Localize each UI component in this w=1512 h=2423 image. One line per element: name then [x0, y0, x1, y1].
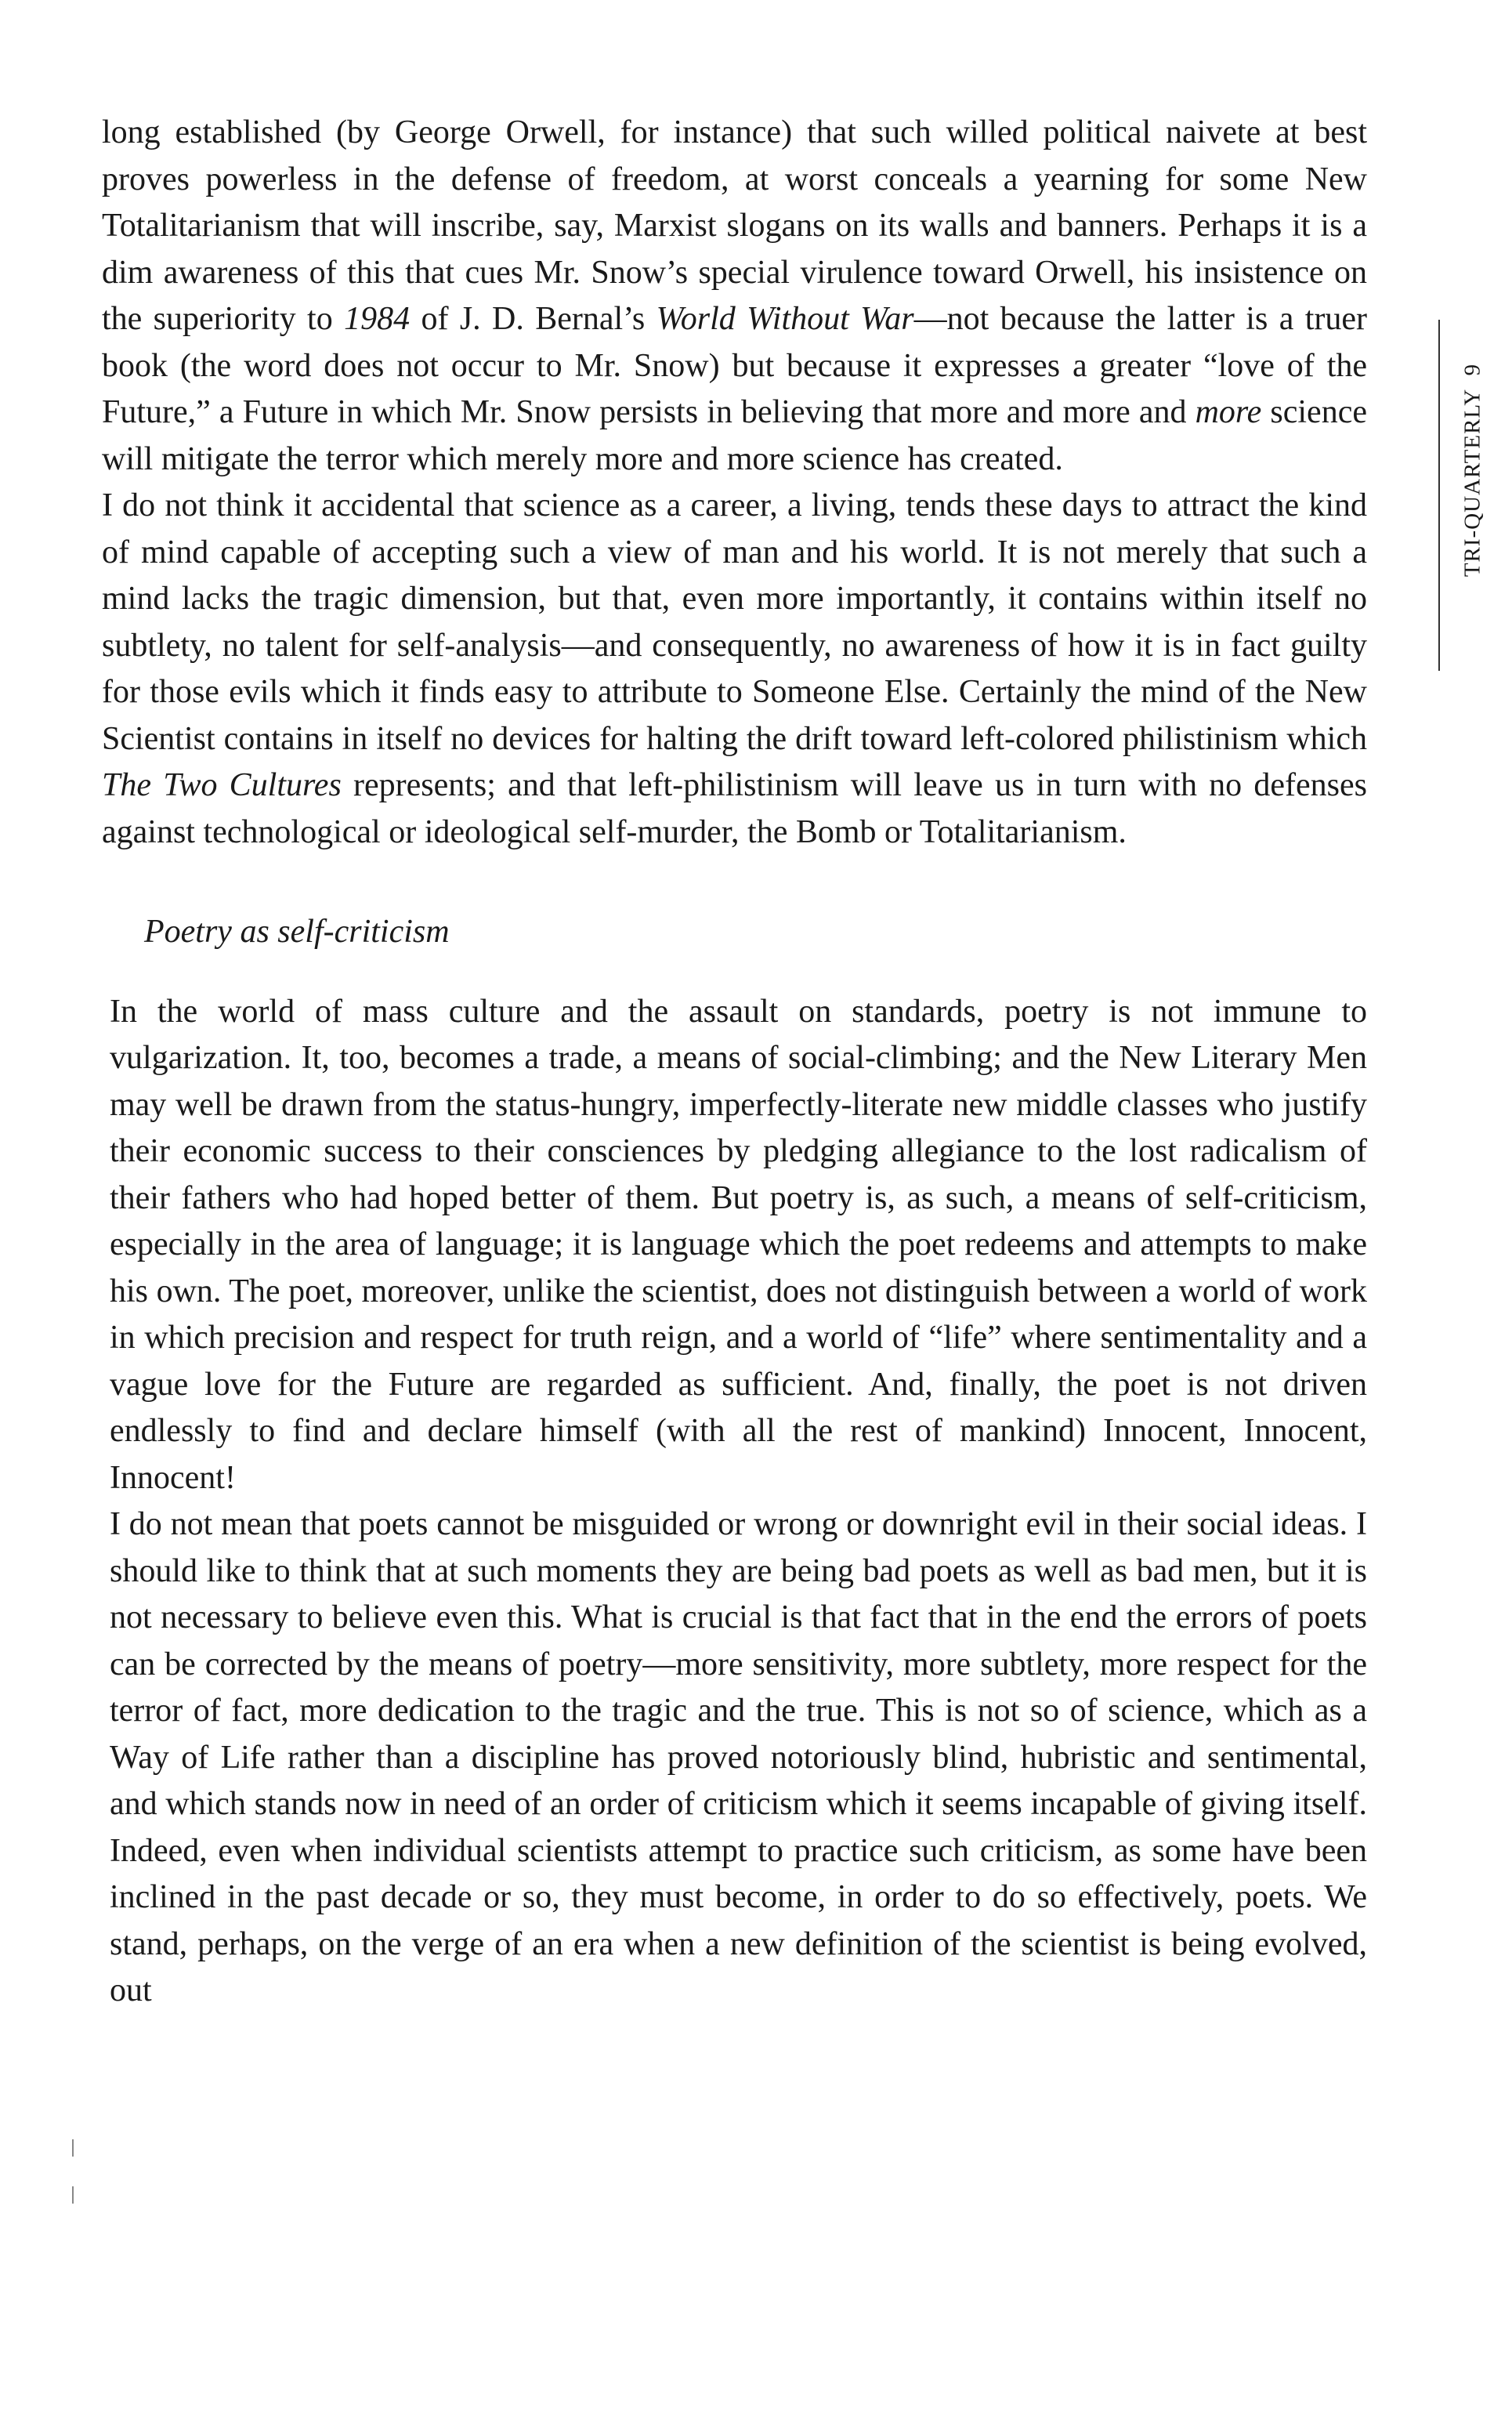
italic-title: World Without War	[656, 301, 914, 337]
text-run: —not because the latter is a truer book (the word does not occur to Mr. Snow) but because it expresses a greater “love of the Future,” a Future in which Mr. Snow persists in believing that more and more and	[102, 301, 1367, 430]
text-run: long established (by George Orwell, for instance) that such willed political naivete at best proves powerless in the defense of freedom, at worst conceals a yearning for some New Totalitarianism that will inscribe, say, Marxist slogans on its walls and banners. Perhaps it is a dim awareness of this that cues Mr. Snow’s special virulence toward Orwell, his insistence on the superiority to	[102, 114, 1367, 337]
vertical-rule	[1438, 320, 1440, 671]
section-heading: Poetry as self-criticism	[144, 914, 450, 950]
italic-title: The Two Cultures	[102, 767, 342, 803]
text-run: I do not think it accidental that science as a career, a living, tends these days to attract the kind of mind capable of accepting such a view of man and his world. It is not merely that such a mind lacks the tragic dimension, but that, even more importantly, it contains within itself no subtlety, no talent for self-analysis—and consequently, no awareness of how it is in fact guilty for those evils which it finds easy to attribute to Someone Else. Certainly the mind of the New Scientist contains in itself no devices for halting the drift toward left-colored philistinism which	[102, 487, 1367, 757]
journal-name: TRI-QUARTERLY	[1460, 388, 1485, 578]
text-run: of J. D. Bernal’s	[410, 301, 657, 337]
text-run: represents; and that left-philistinism will leave us in turn with no defenses against technological or ideological self-murder, the Bomb or Totalitarianism.	[102, 767, 1367, 850]
paragraph: I do not mean that poets cannot be misguided or wrong or downright evil in their social ideas. I should like to think that at such moments they are being bad poets as well as bad men, but it is not necessary to believe even this. What is crucial is that fact that in the end the errors of poets can be corrected by the means of poetry—more sensitivity, more subtlety, more respect for the terror of fact, more dedication to the tragic and the true. This is not so of science, which as a Way of Life rather than a discipline has proved notoriously blind, hubristic and sentimental, and which stands now in need of an order of criticism which it seems incapable of giving itself. Indeed, even when individual scientists attempt to practice such criticism, as some have been inclined in the past decade or so, they must become, in order to do so effectively, poets. We stand, perhaps, on the verge of an era when a new definition of the scientist is being evolved, out	[110, 1506, 1367, 2008]
text-run: science will mitigate the terror which merely more and more science has created.	[102, 394, 1367, 477]
page-body	[102, 110, 1367, 2015]
scan-mark	[72, 2186, 74, 2204]
paragraph	[102, 483, 1367, 856]
paragraph: In the world of mass culture and the assault on standards, poetry is not immune to vulgarization. It, too, becomes a trade, a means of social-climbing; and the New Literary Men may well be drawn from the status-hungry, imperfectly-literate new middle classes who justify their economic success to their consciences by pledging allegiance to the lost radicalism of their fathers who had hoped better of them. But poetry is, as such, a means of self-criticism, especially in the area of language; it is language which the poet redeems and attempts to make his own. The poet, moreover, unlike the scientist, does not distinguish between a world of work in which precision and respect for truth reign, and a world of “life” where sentimentality and a vague love for the Future are regarded as sufficient. And, finally, the poet is not driven endlessly to find and declare himself (with all the rest of mankind) Innocent, Innocent, Innocent!	[110, 993, 1367, 1496]
running-head	[1460, 364, 1486, 577]
page-number: 9	[1460, 363, 1485, 376]
paragraph	[102, 110, 1367, 483]
italic-emphasis: more	[1195, 394, 1262, 430]
scan-mark	[72, 2139, 74, 2157]
italic-title: 1984	[344, 301, 411, 337]
